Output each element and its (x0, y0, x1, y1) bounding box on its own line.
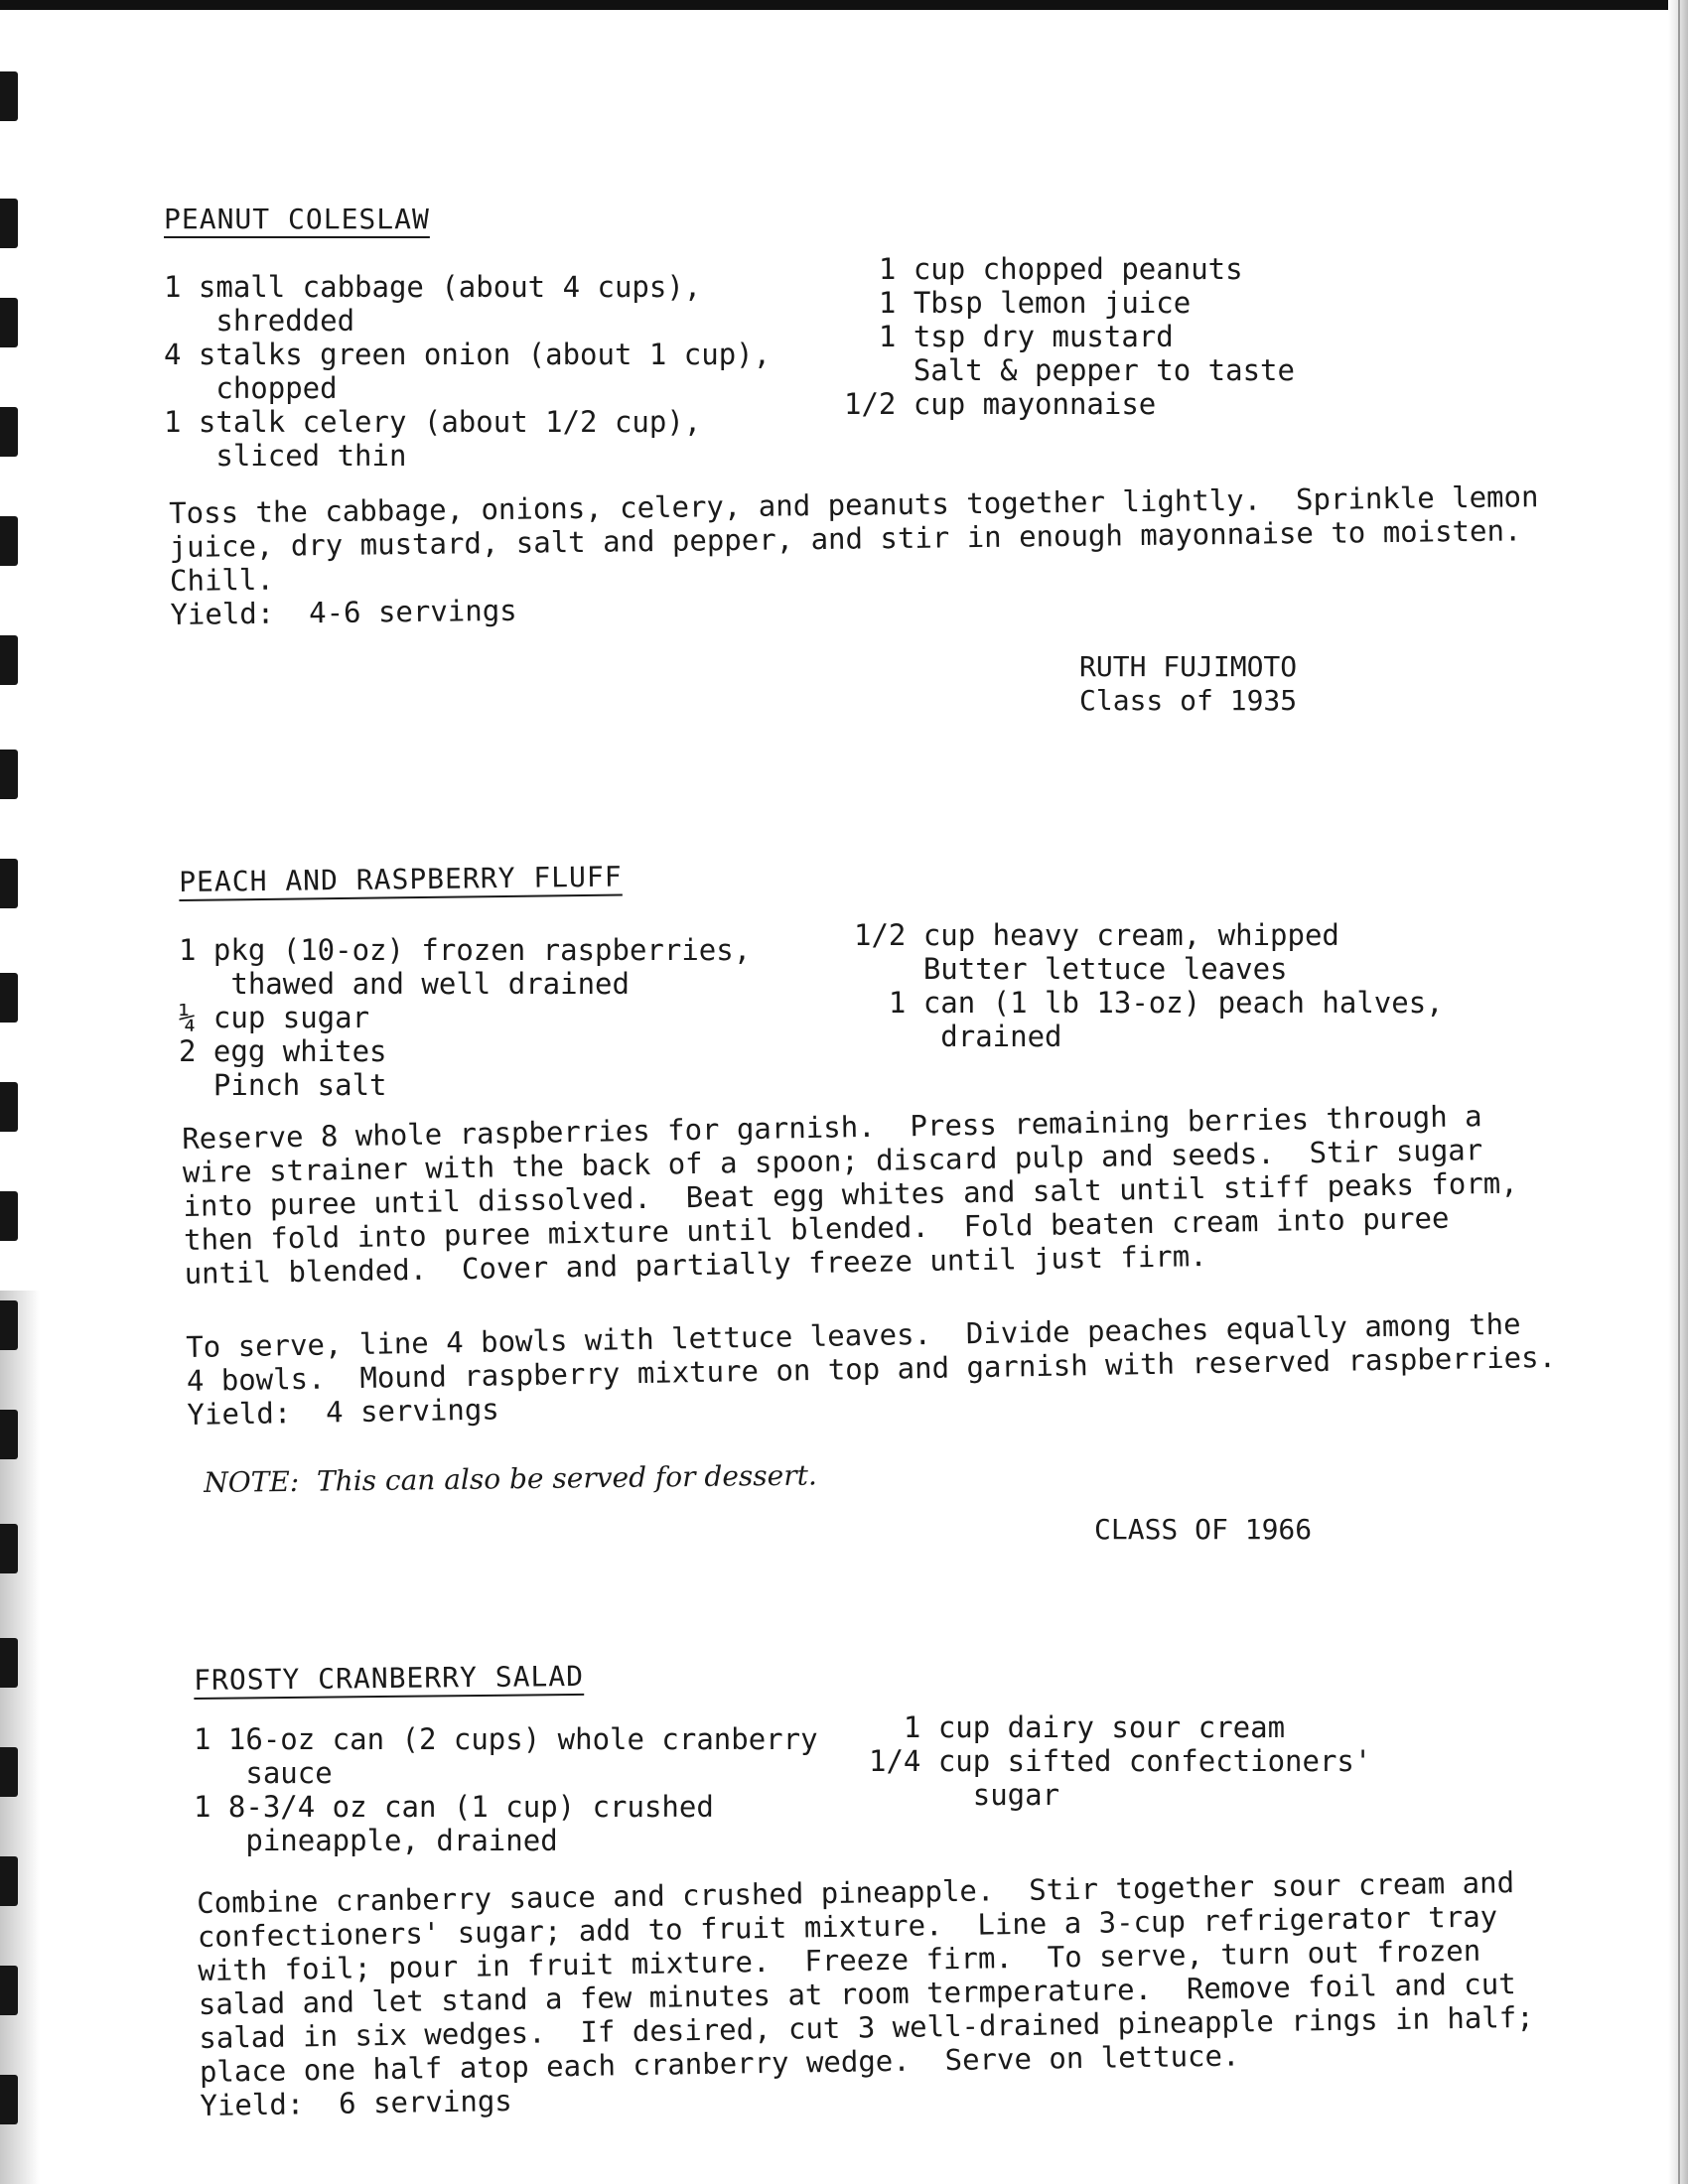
binding-hole (0, 1638, 18, 1688)
page-top-edge (0, 0, 1688, 10)
binding-hole (0, 1191, 18, 1241)
ingredients-left: 1 16-oz can (2 cups) whole cranberry sauce 1 8-3/4 oz can (1 cup) crushed pineapple, drained (194, 1722, 818, 1857)
directions-serving: To serve, line 4 bowls with lettuce leaves. Divide peaches equally among the 4 bowls. Mound raspberry mixture on top and garnish with reserved raspberries. Yield: 4 servings (186, 1306, 1557, 1432)
ingredients-right: 1/2 cup heavy cream, whipped Butter lettuce leaves 1 can (1 lb 13-oz) peach halves, drained (854, 918, 1444, 1053)
binding-hole (0, 750, 18, 799)
recipe-note: NOTE: This can also be served for dessert. (204, 1458, 817, 1499)
spiral-binding (0, 0, 26, 2184)
ingredients-right: 1 cup chopped peanuts 1 Tbsp lemon juice 1 tsp dry mustard Salt & pepper to taste 1/2 cup mayonnaise (844, 252, 1295, 421)
recipe-title: PEACH AND RASPBERRY FLUFF (179, 860, 623, 898)
binding-hole (0, 1300, 18, 1350)
binding-hole (0, 1966, 18, 2015)
binding-hole (0, 1082, 18, 1132)
binding-hole (0, 1747, 18, 1797)
directions: Toss the cabbage, onions, celery, and peanuts together lightly. Sprinkle lemon juice, dry mustard, salt and pepper, and stir in enough mayonnaise to moisten. Chill. Yield: 4-6 servings (169, 479, 1539, 631)
directions: Reserve 8 whole raspberries for garnish. Press remaining berries through a wire strainer with the back of a spoon; discard pulp and seeds. Stir sugar into puree until dissolved. Beat egg whites and salt until stiff peaks form, then fold into puree mixture until blended. Fold beaten cream into puree until blended. Cover and partially freeze until just firm. (182, 1099, 1518, 1291)
binding-hole (0, 1410, 18, 1459)
binding-hole (0, 973, 18, 1023)
ingredients-left: 1 pkg (10-oz) frozen raspberries, thawed and well drained ¼ cup sugar 2 egg whites Pinch salt (179, 933, 752, 1102)
binding-hole (0, 1524, 18, 1573)
page-right-line (1678, 0, 1680, 2184)
ingredients-right: 1 cup dairy sour cream 1/4 cup sifted confectioners' sugar (869, 1710, 1372, 1812)
credit: RUTH FUJIMOTO Class of 1935 (1079, 650, 1298, 717)
credit: CLASS OF 1966 (1094, 1513, 1313, 1546)
recipe-title: PEANUT COLESLAW (164, 203, 430, 235)
binding-hole (0, 199, 18, 248)
binding-hole (0, 407, 18, 457)
binding-hole (0, 71, 18, 121)
ingredients-left: 1 small cabbage (about 4 cups), shredded 4 stalks green onion (about 1 cup), chopped 1 stalk celery (about 1/2 cup), sliced thin (164, 270, 772, 473)
binding-hole (0, 2075, 18, 2124)
binding-hole (0, 859, 18, 908)
binding-hole (0, 635, 18, 685)
binding-hole (0, 516, 18, 566)
recipe-title: FROSTY CRANBERRY SALAD (194, 1659, 585, 1697)
binding-hole (0, 1856, 18, 1906)
directions: Combine cranberry sauce and crushed pineapple. Stir together sour cream and confectioners' sugar; add to fruit mixture. Line a 3-cup refrigerator tray with foil; pour in fruit mixture. Freeze firm. To serve, turn out frozen salad and let stand a few minutes at room termperature. Remove foil and cut salad in six wedges. If desired, cut 3 well-drained pineapple rings in half; place one half atop each cranberry wedge. Serve on lettuce. Yield: 6 servings (197, 1865, 1534, 2122)
binding-hole (0, 298, 18, 347)
